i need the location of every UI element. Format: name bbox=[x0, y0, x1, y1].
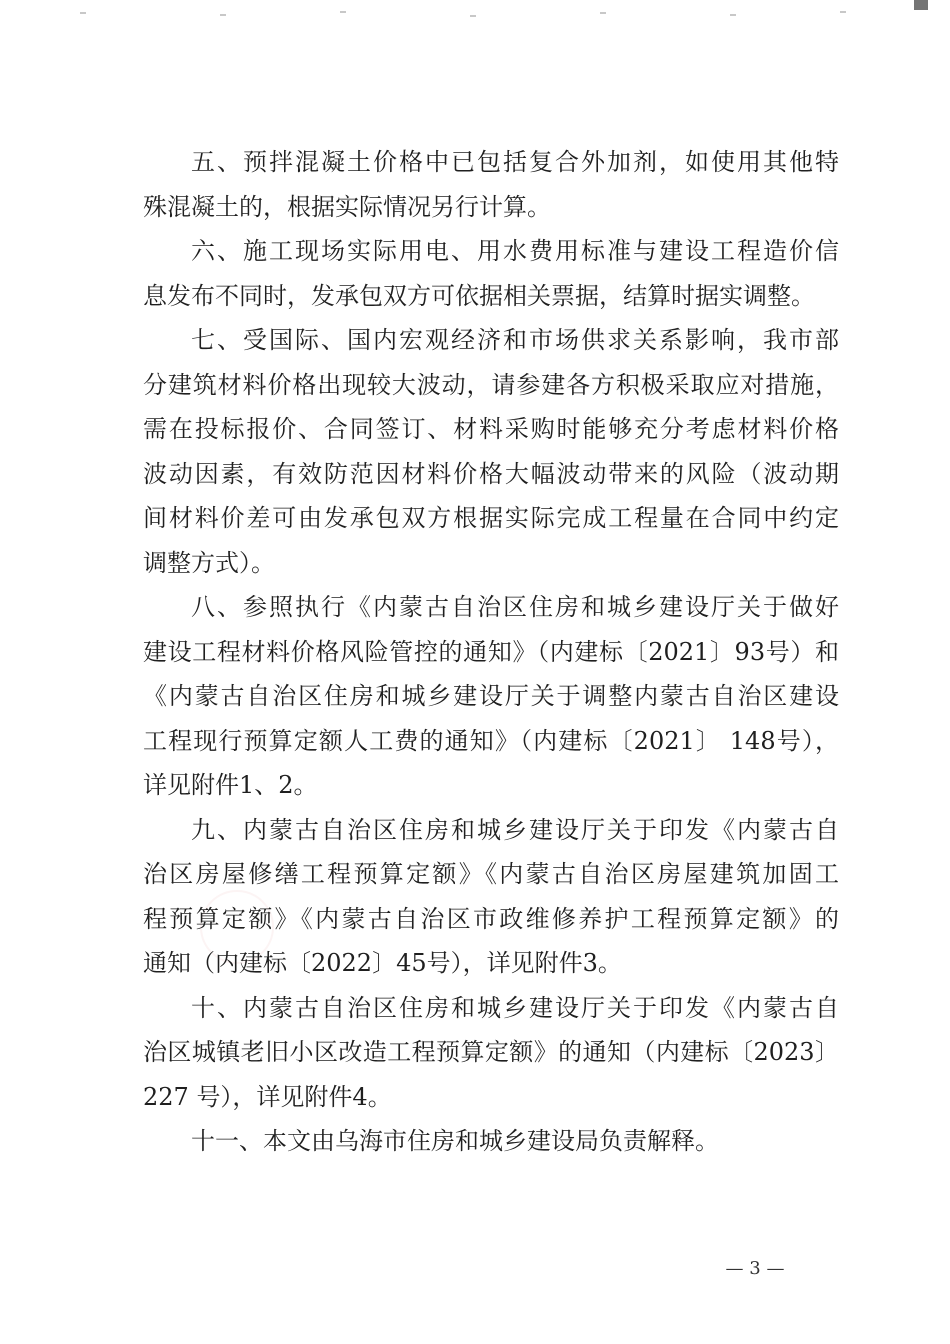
text-line: 分建筑材料价格出现较大波动，请参建各方积极采取应对措施， bbox=[143, 370, 839, 399]
scan-speck bbox=[730, 14, 736, 16]
text-line: 建设工程材料价格风险管控的通知》（内建标〔2021〕93号）和 bbox=[143, 637, 839, 666]
text-line: 程预算定额》《内蒙古自治区市政维修养护工程预算定额》的 bbox=[143, 904, 839, 933]
text-line: 十、内蒙古自治区住房和城乡建设厅关于印发《内蒙古自 bbox=[191, 993, 839, 1022]
text-line: 需在投标报价、合同签订、材料采购时能够充分考虑材料价格 bbox=[143, 415, 839, 443]
scan-speck bbox=[840, 11, 846, 13]
paragraph-item-9 bbox=[143, 808, 839, 986]
text-line: 八、参照执行《内蒙古自治区住房和城乡建设厅关于做好 bbox=[191, 593, 839, 621]
scan-speck bbox=[220, 14, 226, 16]
text-line: 九、内蒙古自治区住房和城乡建设厅关于印发《内蒙古自 bbox=[191, 815, 839, 844]
text-line: 治区城镇老旧小区改造工程预算定额》的通知（内建标〔2023〕 bbox=[143, 1038, 839, 1066]
paragraph-item-7 bbox=[143, 318, 839, 585]
text-line: 殊混凝土的，根据实际情况另行计算。 bbox=[143, 192, 551, 221]
scan-edge-artifacts bbox=[40, 6, 910, 20]
text-line: 治区房屋修缮工程预算定额》《内蒙古自治区房屋建筑加固工 bbox=[143, 860, 839, 888]
text-line: 间材料价差可由发承包双方根据实际完成工程量在合同中约定 bbox=[143, 504, 839, 532]
paragraph-item-5 bbox=[143, 140, 839, 229]
page-number: — 3 — bbox=[725, 1258, 785, 1279]
paragraph-item-6 bbox=[143, 229, 839, 318]
paragraph-item-11 bbox=[143, 1119, 839, 1164]
text-line: 详见附件1、2。 bbox=[143, 771, 318, 799]
scan-corner-mark bbox=[914, 0, 928, 10]
scan-speck bbox=[600, 12, 606, 14]
text-line: 十一、本文由乌海市住房和城乡建设局负责解释。 bbox=[191, 1127, 719, 1155]
document-body bbox=[143, 140, 839, 1164]
text-line: 七、受国际、国内宏观经济和市场供求关系影响，我市部 bbox=[191, 326, 839, 354]
text-line: 工程现行预算定额人工费的通知》（内建标〔2021〕 148号）， bbox=[143, 726, 839, 755]
text-line: 波动因素，有效防范因材料价格大幅波动带来的风险（波动期 bbox=[143, 459, 839, 488]
text-line: 息发布不同时，发承包双方可依据相关票据，结算时据实调整。 bbox=[143, 281, 815, 310]
text-line: 五、预拌混凝土价格中已包括复合外加剂，如使用其他特 bbox=[191, 148, 839, 176]
scan-speck bbox=[80, 12, 86, 14]
scan-speck bbox=[470, 15, 476, 17]
scan-speck bbox=[340, 11, 346, 13]
text-line: 通知（内建标〔2022〕45号），详见附件3。 bbox=[143, 949, 622, 977]
text-line: 调整方式）。 bbox=[143, 548, 275, 577]
paragraph-item-10 bbox=[143, 986, 839, 1120]
text-line: 六、施工现场实际用电、用水费用标准与建设工程造价信 bbox=[191, 237, 839, 265]
text-line: 《内蒙古自治区住房和城乡建设厅关于调整内蒙古自治区建设 bbox=[143, 682, 839, 710]
paragraph-item-8 bbox=[143, 585, 839, 808]
text-line: 227 号），详见附件4。 bbox=[143, 1082, 392, 1111]
